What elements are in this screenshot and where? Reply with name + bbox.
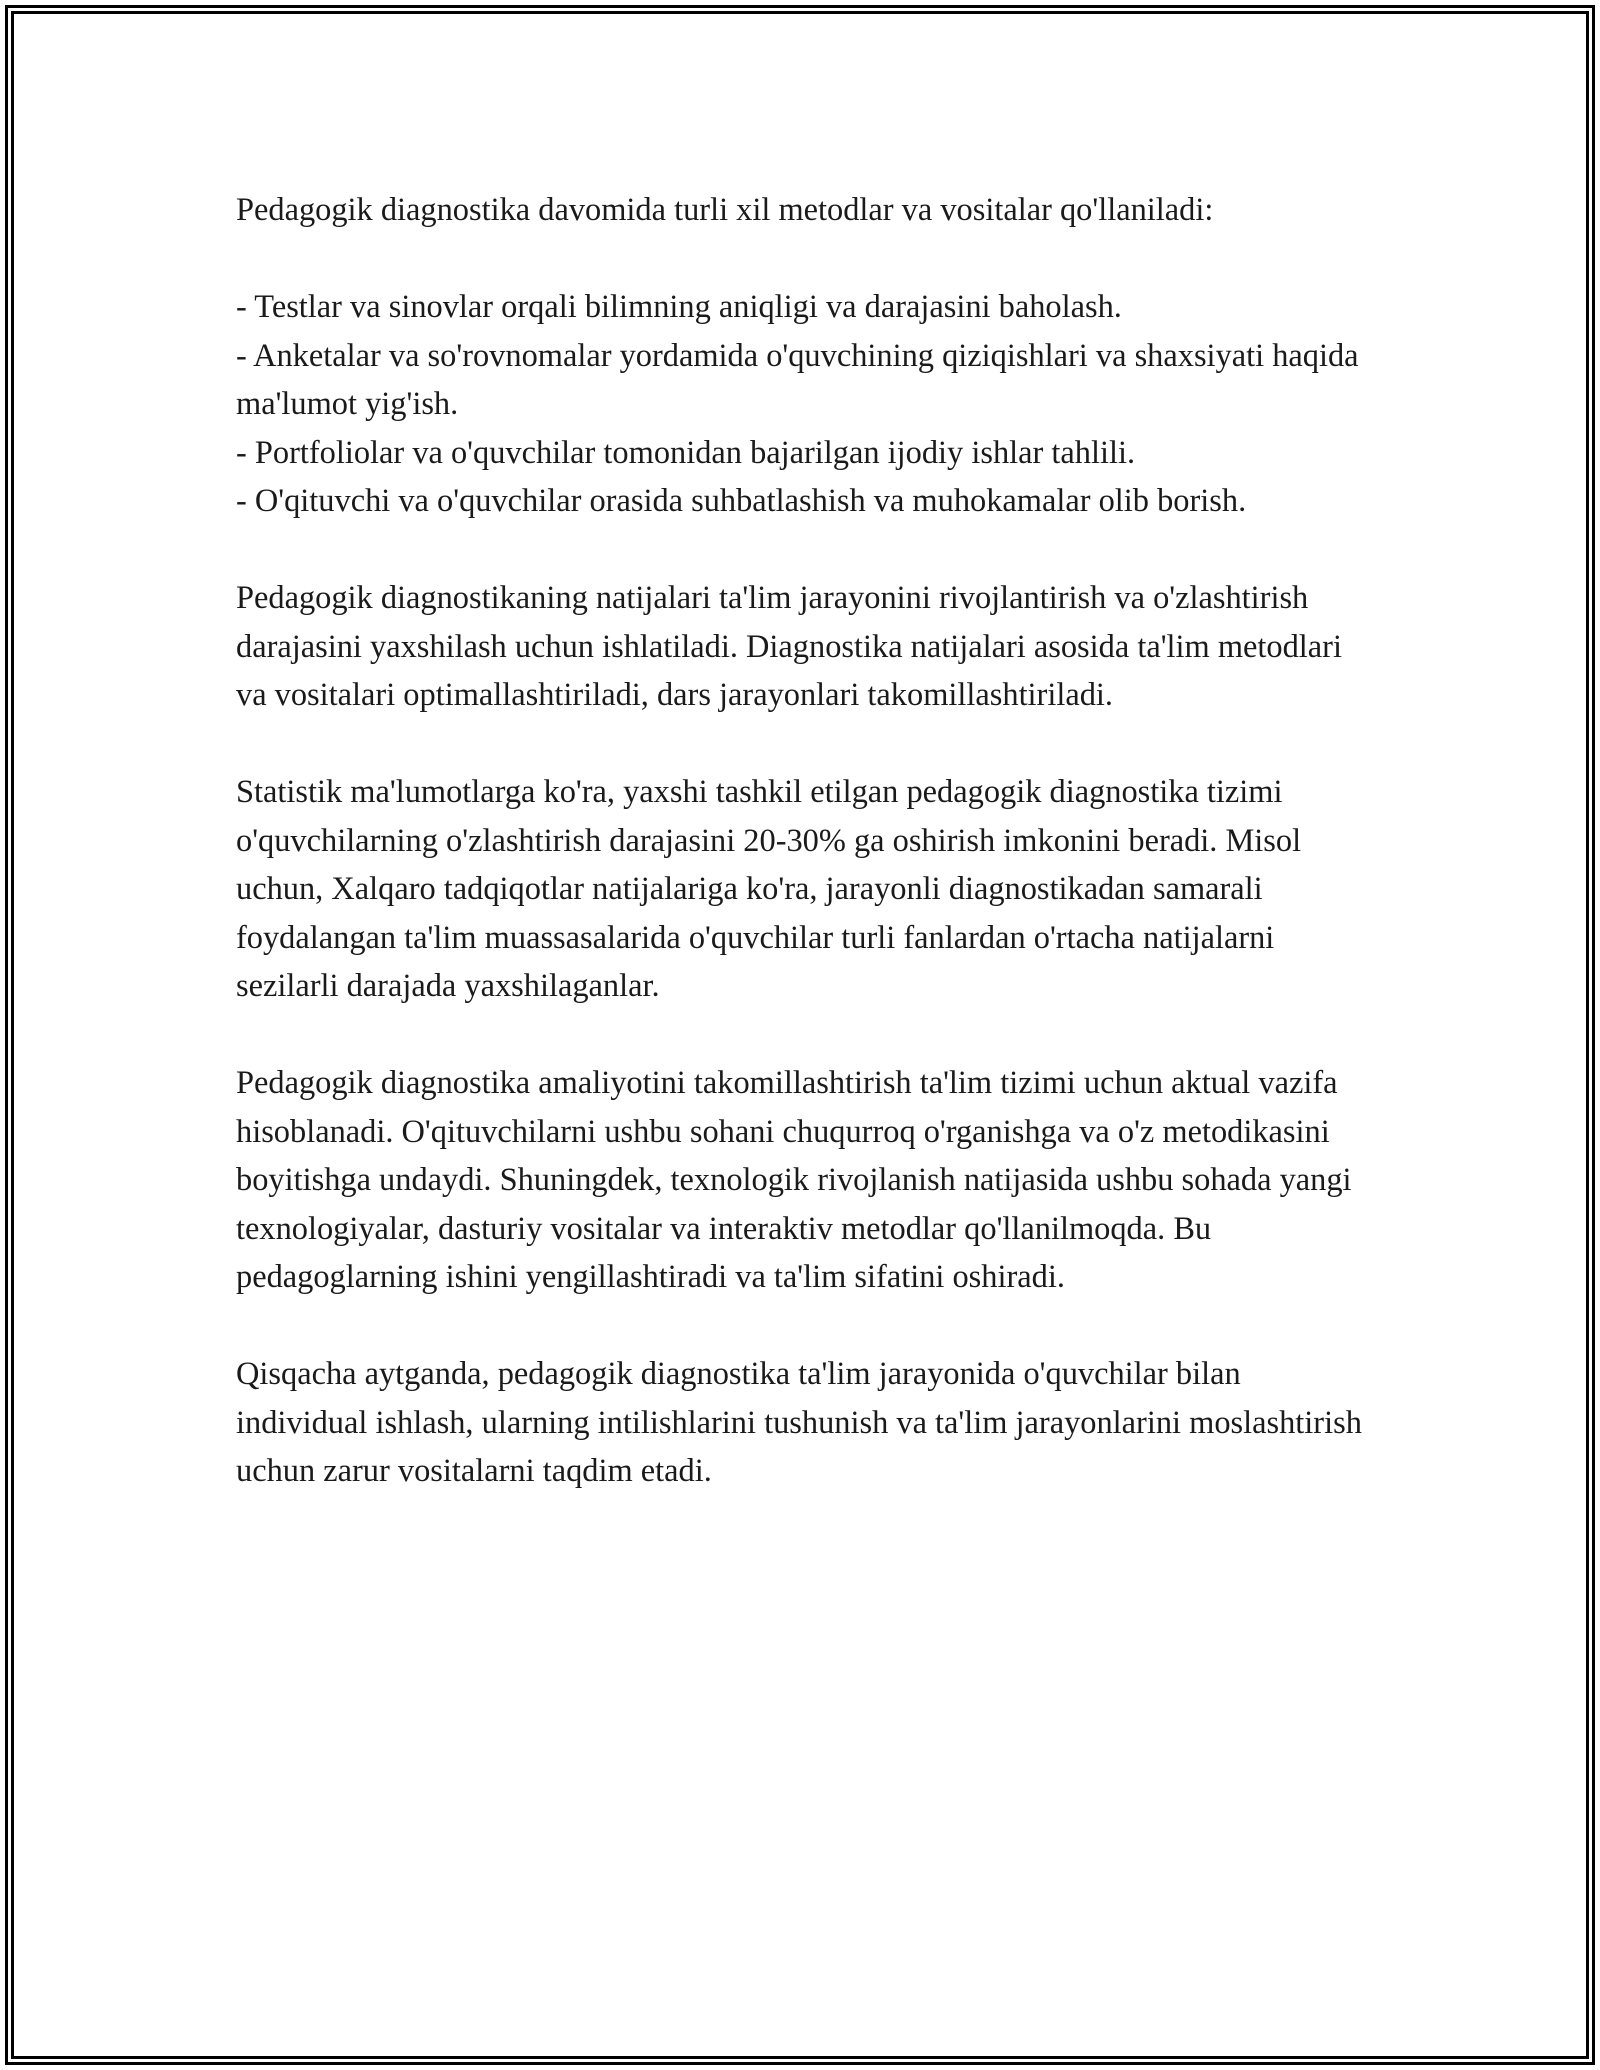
summary-paragraph: Qisqacha aytganda, pedagogik diagnostika ta'lim jarayonida o'quvchilar bilan individual ishlash, ularning intilishlarini tushunish va ta'lim jarayonlarini moslashtirish uchun zarur vositalarni taqdim etadi. xyxy=(236,1356,1362,1489)
paragraph-spacer xyxy=(236,235,1366,284)
practice-paragraph: Pedagogik diagnostika amaliyotini takomillashtirish ta'lim tizimi uchun aktual vazifa hisoblanadi. O'qituvchilarni ushbu sohani chuqurroq o'rganishga va o'z metodikasini boyitishga undaydi. Shuningdek, texnologik rivojlanish natijasida ushbu sohada yangi texnologiyalar, dasturiy vositalar va interaktiv metodlar qo'llanilmoqda. Bu pedagoglarning ishini yengillashtiradi va ta'lim sifatini oshiradi. xyxy=(236,1065,1352,1295)
results-paragraph: Pedagogik diagnostikaning natijalari ta'lim jarayonini rivojlantirish va o'zlashtirish darajasini yaxshilash uchun ishlatiladi. Diagnostika natijalari asosida ta'lim metodlari va vositalari optimallashtiriladi, dars jarayonlari takomillashtiriladi. xyxy=(236,580,1342,713)
list-item: - Testlar va sinovlar orqali bilimning aniqligi va darajasini baholash. xyxy=(236,289,1122,325)
paragraph-spacer xyxy=(236,720,1366,769)
paragraph-spacer xyxy=(236,1302,1366,1351)
methods-list xyxy=(236,283,1366,526)
list-item: - Portfoliolar va o'quvchilar tomonidan bajarilgan ijodiy ishlar tahlili. xyxy=(236,434,1136,471)
list-item: - Anketalar va so'rovnomalar yordamida o'quvchining qiziqishlari va shaxsiyati haqida ma'lumot yig'ish. xyxy=(236,337,1359,422)
statistics-paragraph: Statistik ma'lumotlarga ko'ra, yaxshi tashkil etilgan pedagogik diagnostika tizimi o'quvchilarning o'zlashtirish darajasini 20-30% ga oshirish imkonini beradi. Misol uchun, Xalqaro tadqiqotlar natijalariga ko'ra, jarayonli diagnostikadan samarali foydalangan ta'lim muassasalarida o'quvchilar turli fanlardan o'rtacha natijalarni sezilarli darajada yaxshilaganlar. xyxy=(236,774,1302,1004)
list-item: - O'qituvchi va o'quvchilar orasida suhbatlashish va muhokamalar olib borish. xyxy=(236,483,1247,519)
intro-paragraph: Pedagogik diagnostika davomida turli xil metodlar va vositalar qo'llaniladi: xyxy=(236,192,1214,228)
document-body xyxy=(236,186,1366,1496)
paragraph-spacer xyxy=(236,1011,1366,1060)
paragraph-spacer xyxy=(236,526,1366,575)
